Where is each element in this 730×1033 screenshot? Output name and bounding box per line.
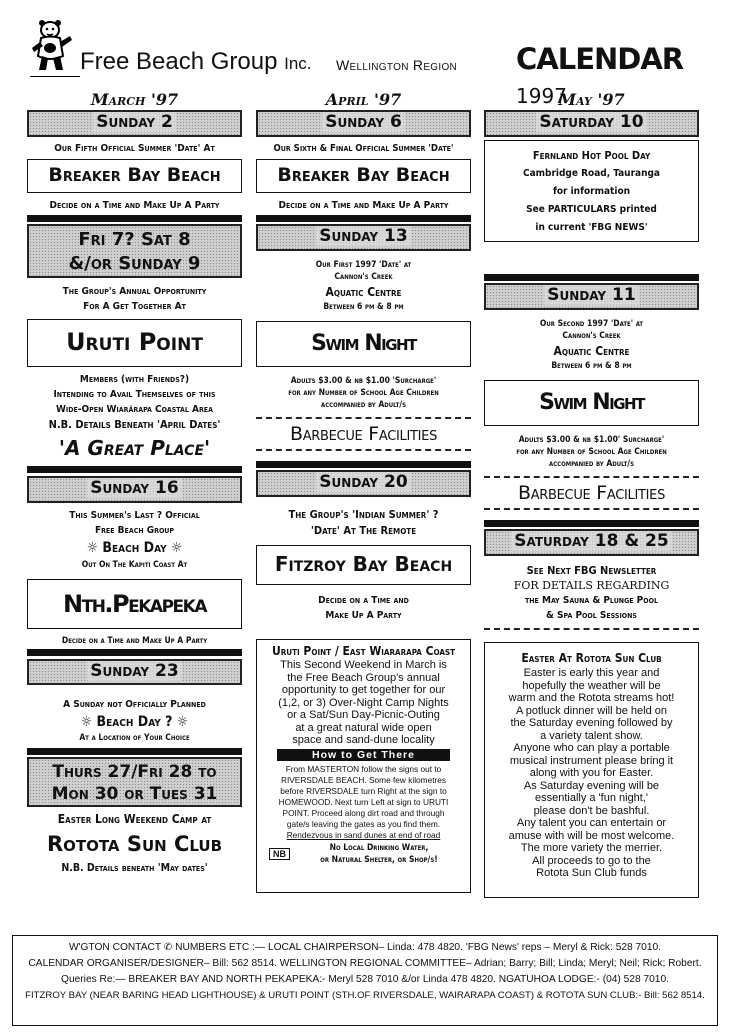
info-text: (1,2, or 3) Over-Night Camp Nights	[278, 696, 449, 709]
event-intro: Our Fifth Official Summer 'Date' At	[54, 143, 215, 154]
info-text: at a great natural wide open	[295, 721, 432, 734]
day-band-sunday-23	[27, 659, 242, 685]
price-line: for any Number of School Age Children	[516, 447, 667, 457]
venue-nth-pekapeka: Nth.Pekapeka	[27, 579, 242, 629]
info-text: Any talent you can entertain or	[516, 817, 667, 829]
info-text: along with you for Easter.	[529, 767, 654, 779]
dashed-divider	[256, 449, 471, 451]
event-note: Decide on a Time and	[318, 595, 409, 606]
info-text: hopefully the weather will be	[522, 679, 661, 692]
info-text: space and sand-dune locality	[292, 734, 435, 746]
info-text: warm and the Rotota streams hot!	[508, 692, 675, 704]
bear-mascot-logo	[30, 18, 78, 76]
info-line: Cambridge Road, Tauranga	[522, 168, 661, 179]
directions-line: RIVERSDALE BEACH. Some few kilometres	[280, 774, 447, 785]
info-text: The more variety the merrier.	[520, 842, 663, 854]
divider-bar	[256, 215, 471, 222]
info-text: All proceeds to go to the	[532, 854, 651, 867]
org-inc: Inc.	[284, 54, 312, 73]
beach-day-label: Beach Day ?	[96, 714, 173, 730]
divider-bar	[484, 274, 699, 281]
day-label: Saturday 18 & 25	[511, 531, 671, 551]
event-line: Cannon's Creek	[562, 331, 621, 341]
info-text: As Saturday evening will be	[523, 779, 660, 792]
day-band-sunday-11	[484, 283, 699, 310]
warning-row	[259, 842, 468, 866]
event-note: Decide on a Time and Make Up A Party	[278, 200, 449, 211]
sun-icon: ☼	[176, 714, 189, 730]
day-band-thurs-27	[27, 757, 242, 807]
event-line: Aquatic Centre	[553, 344, 630, 358]
nb-badge: NB	[269, 848, 290, 860]
event-intro-line2: For A Get Together At	[83, 301, 186, 312]
divider-bar	[27, 649, 242, 656]
info-box-title: Uruti Point / East Wiararapa Coast	[271, 644, 456, 658]
directions-line: From MASTERTON follow the signs out to	[285, 763, 442, 774]
event-intro: Our Sixth & Final Official Summer 'Date'	[273, 143, 454, 154]
event-line: Our Second 1997 'Date' at	[539, 319, 644, 329]
footer-line: CALENDAR ORGANISER/DESIGNER– Bill: 562 8514. WELLINGTON REGIONAL COMMITTEE– Adrian; Barry; Bill; Linda; Meryl; Neil; Rick; Robert.	[28, 958, 702, 969]
info-text: opportunity to get together for our	[281, 684, 446, 696]
price-line: for any Number of School Age Children	[288, 388, 439, 398]
event-line: This Summer's Last ? Official	[69, 510, 200, 521]
info-text: Easter is early this year and	[523, 667, 660, 679]
event-line: Our First 1997 'Date' at	[315, 260, 412, 270]
event-note: Make Up A Party	[325, 610, 402, 621]
footer-line: Queries Re:— BREAKER BAY AND NORTH PEKAPEKA:- Meryl 528 7010 &/or Linda 478 4820. NGATUHOA LODGE:- (04) 528 7010.	[61, 974, 669, 985]
info-text: please don't be bashful.	[533, 804, 650, 817]
day-label-line2: Mon 30 or Tues 31	[51, 784, 218, 804]
march-column	[27, 90, 242, 876]
info-text: amuse with will be most welcome.	[508, 829, 675, 842]
detail-line: Wide-Open Wiarărapa Coastal Area	[55, 404, 213, 415]
header-rule	[30, 76, 80, 77]
day-label: Sunday 2	[93, 112, 176, 132]
day-band-saturday-10	[484, 110, 699, 137]
detail-line: N.B. Details Beneath 'April Dates'	[48, 418, 221, 431]
day-band-sunday-13	[256, 224, 471, 251]
divider-bar	[256, 461, 471, 468]
day-band-sunday-16	[27, 476, 242, 503]
how-to-get-there-heading: How to Get There	[277, 749, 450, 761]
event-line: N.B. Details beneath 'May dates'	[61, 862, 208, 874]
day-band-sunday-6	[256, 110, 471, 137]
directions-line: gate/s leaving the gates as you find them.	[286, 818, 441, 829]
event-line: Between 6 pm & 8 pm	[323, 302, 404, 312]
day-label-line1: Thurs 27/Fri 28 to	[52, 762, 217, 782]
warning-line: No Local Drinking Water,	[329, 842, 429, 853]
event-line: Cannon's Creek	[334, 272, 393, 282]
may-column	[484, 90, 699, 898]
divider-bar	[484, 520, 699, 527]
venue-breaker-bay: Breaker Bay Beach	[27, 159, 242, 193]
org-title	[80, 48, 312, 76]
day-label: Sunday 13	[316, 226, 410, 246]
event-line: The Group's 'Indian Summer' ?	[288, 508, 439, 521]
day-band-fri-7	[27, 224, 242, 278]
venue-rotota-sun-club: Rotota Sun Club	[46, 832, 223, 856]
info-text: a variety talent show.	[540, 729, 643, 742]
month-heading-april: April '97	[325, 90, 402, 109]
day-label: Sunday 23	[87, 661, 181, 681]
day-label-line2: &/or Sunday 9	[68, 253, 201, 274]
venue-swim-night: Swim Night	[256, 321, 471, 367]
event-line: FOR DETAILS REGARDING	[513, 579, 670, 592]
event-line: A Sunday not Officially Planned	[63, 699, 206, 710]
info-text: This Second Weekend in March is	[280, 659, 447, 671]
april-column	[256, 90, 471, 893]
venue-fitzroy-bay: Fitzroy Bay Beach	[256, 545, 471, 585]
warning-line: or Natural Shelter, or Shop/s!	[320, 854, 438, 865]
price-line: accompanied by Adult/s	[549, 459, 634, 469]
directions-line: HOMEWOOD. Next turn Left at sign to URUTI	[278, 796, 449, 807]
region-label: Wellington Region	[336, 57, 458, 73]
divider-bar	[27, 748, 242, 755]
day-label: Sunday 11	[544, 285, 638, 305]
directions-line: Rendezvous in sand dunes at end of road	[286, 829, 441, 840]
calendar-word: CALENDAR	[516, 42, 684, 76]
day-label: Saturday 10	[536, 112, 646, 132]
price-line: Adults $3.00 & nb $1.00 'Surcharge'	[290, 376, 437, 386]
event-line: At a Location of Your Choice	[79, 733, 190, 743]
info-text: Rotota Sun Club funds	[536, 867, 647, 879]
sun-icon: ☼	[80, 714, 93, 730]
barbecue-facilities: Barbecue Facilities	[289, 423, 438, 445]
dashed-divider	[484, 628, 699, 630]
price-line: Adults $3.00 & nb $1.00' Surcharge'	[518, 435, 665, 445]
info-text: the Saturday evening followed by	[510, 717, 673, 729]
day-label: Sunday 6	[322, 112, 405, 132]
info-text: the Free Beach Group's annual	[287, 671, 440, 684]
info-text: or a Sat/Sun Day-Picnic-Outing	[287, 709, 440, 721]
detail-line: Members (with Friends?)	[79, 374, 190, 385]
day-label: Sunday 16	[87, 478, 181, 498]
venue-breaker-bay: Breaker Bay Beach	[256, 159, 471, 193]
venue-swim-night: Swim Night	[484, 380, 699, 426]
info-text: essentially a 'fun night,'	[534, 792, 649, 804]
event-line: the May Sauna & Plunge Pool	[524, 595, 658, 606]
sun-icon: ☼	[170, 540, 183, 556]
easter-info-box	[484, 642, 699, 898]
divider-bar	[27, 466, 242, 473]
info-line: Fernland Hot Pool Day	[532, 149, 651, 162]
tagline-great-place: 'A Great Place'	[58, 436, 211, 460]
info-line: See PARTICULARS printed	[526, 204, 657, 215]
directions-line: before RIVERSDALE turn Right at the sign to	[280, 785, 447, 796]
org-name: Free Beach Group	[80, 48, 278, 75]
event-line: See Next FBG Newsletter	[526, 564, 657, 577]
event-note: Decide on a Time and Make Up A Party	[61, 636, 208, 646]
directions-line: POINT. Proceed along dirt road and through	[282, 807, 445, 818]
contact-footer	[12, 935, 718, 1026]
calendar-year: 1997	[516, 84, 567, 108]
divider-bar	[27, 215, 242, 222]
month-heading-march: March '97	[90, 90, 179, 109]
sun-icon: ☼	[86, 540, 98, 556]
info-text: musical instrument please bring it	[509, 754, 674, 767]
beach-day-label: Beach Day	[102, 540, 167, 556]
detail-line: Intending to Avail Themselves of this	[53, 389, 216, 400]
venue-uruti-point: Uruti Point	[27, 319, 242, 367]
day-band-sunday-2	[27, 110, 242, 137]
fernland-info-box	[484, 140, 699, 242]
uruti-point-info-box	[256, 639, 471, 893]
event-line: Between 6 pm & 8 pm	[551, 361, 632, 371]
event-line: Aquatic Centre	[325, 285, 402, 299]
event-line: Free Beach Group	[94, 525, 175, 536]
day-label: Sunday 20	[316, 472, 410, 492]
footer-line: FITZROY BAY (NEAR BARING HEAD LIGHTHOUSE) & URUTI POINT (STH.OF RIVERSDALE, WAIRARAPA COAST) & ROTOTA SUN CLUB:- Bill: 562 8514.	[25, 990, 705, 1001]
event-line: 'Date' At The Remote	[310, 524, 417, 537]
info-box-title: Easter At Rotota Sun Club	[521, 651, 662, 665]
event-line: & Spa Pool Sessions	[546, 610, 637, 621]
info-text: A potluck dinner will be held on	[515, 704, 668, 717]
beach-day-line	[27, 712, 242, 732]
day-band-sunday-20	[256, 470, 471, 497]
barbecue-facilities: Barbecue Facilities	[517, 482, 666, 504]
day-label-line1: Fri 7? Sat 8	[78, 229, 191, 250]
beach-day-line	[27, 538, 242, 558]
month-heading-may: May '97	[558, 90, 625, 109]
event-intro-line1: The Group's Annual Opportunity	[62, 286, 207, 297]
footer-line: W'GTON CONTACT ✆ NUMBERS ETC :— LOCAL CHAIRPERSON– Linda: 478 4820. 'FBG News' reps – Meryl & Rick: 528 7010.	[68, 942, 662, 953]
event-line: Easter Long Weekend Camp at	[57, 812, 212, 826]
event-note: Decide on a Time and Make Up A Party	[49, 200, 220, 211]
dashed-divider	[484, 508, 699, 510]
info-text: Anyone who can play a portable	[513, 742, 670, 754]
info-line: in current 'FBG NEWS'	[535, 222, 648, 233]
event-line: Out On The Kapiti Coast At	[81, 560, 188, 570]
price-line: accompanied by Adult/s	[321, 400, 406, 410]
info-line: for information	[552, 186, 631, 197]
day-band-saturday-18	[484, 529, 699, 556]
